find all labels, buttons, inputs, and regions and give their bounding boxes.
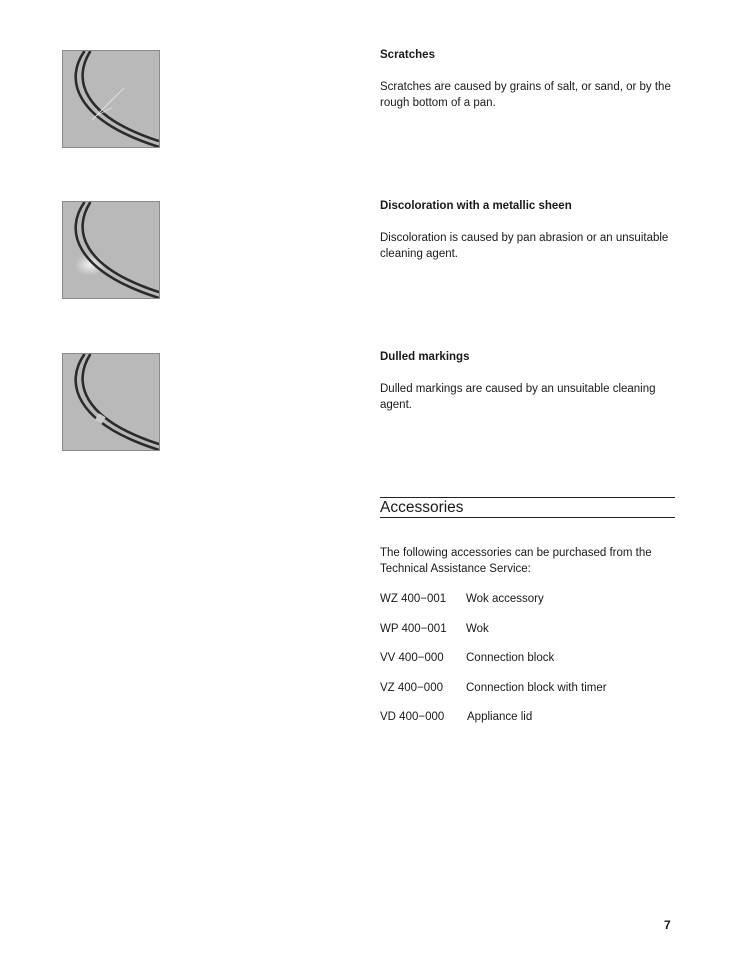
section-body: Dulled markings are caused by an unsuitable cleaning agent. bbox=[380, 383, 656, 411]
accessory-code: WZ 400−001 bbox=[380, 593, 447, 605]
accessory-item bbox=[380, 710, 680, 740]
accessory-name: Wok bbox=[466, 622, 489, 635]
accessory-item bbox=[380, 651, 680, 681]
accessory-code: VV 400−000 bbox=[380, 652, 444, 665]
section-discoloration bbox=[380, 199, 680, 262]
accessories-heading-text: Accessories bbox=[380, 499, 464, 516]
cooktop-marking-dulled-icon bbox=[63, 354, 159, 450]
section-body: Scratches are caused by grains of salt, or sand, or by the rough bottom of a pan. bbox=[380, 81, 671, 109]
accessory-code: VZ 400−000 bbox=[380, 681, 443, 694]
accessory-name: Appliance lid bbox=[467, 711, 533, 724]
accessory-name: Connection block with timer bbox=[466, 681, 607, 694]
cooktop-marking-scratch-icon bbox=[63, 51, 159, 147]
dulled-markings-illustration bbox=[62, 353, 160, 451]
section-scratches bbox=[380, 48, 680, 111]
accessories-heading bbox=[380, 497, 675, 518]
accessories-list bbox=[380, 592, 680, 740]
cooktop-marking-discoloration-icon bbox=[63, 202, 159, 298]
discoloration-illustration bbox=[62, 201, 160, 299]
accessory-name: Connection block bbox=[466, 652, 555, 665]
section-title: Discoloration with a metallic sheen bbox=[380, 200, 572, 212]
accessory-item bbox=[380, 681, 680, 711]
scratches-illustration bbox=[62, 50, 160, 148]
section-body: Discoloration is caused by pan abrasion or an unsuitable cleaning agent. bbox=[380, 232, 669, 260]
accessories-intro: The following accessories can be purchased from the Technical Assistance Service: bbox=[380, 547, 652, 575]
accessory-code: VD 400−000 bbox=[380, 711, 445, 724]
accessory-item bbox=[380, 592, 680, 622]
accessory-name: Wok accessory bbox=[466, 593, 544, 605]
page-number: 7 bbox=[664, 918, 671, 932]
section-title: Dulled markings bbox=[380, 351, 470, 363]
section-title: Scratches bbox=[380, 49, 435, 61]
accessory-code: WP 400−001 bbox=[380, 622, 447, 635]
section-dulled-markings bbox=[380, 350, 680, 413]
accessory-item bbox=[380, 622, 680, 652]
